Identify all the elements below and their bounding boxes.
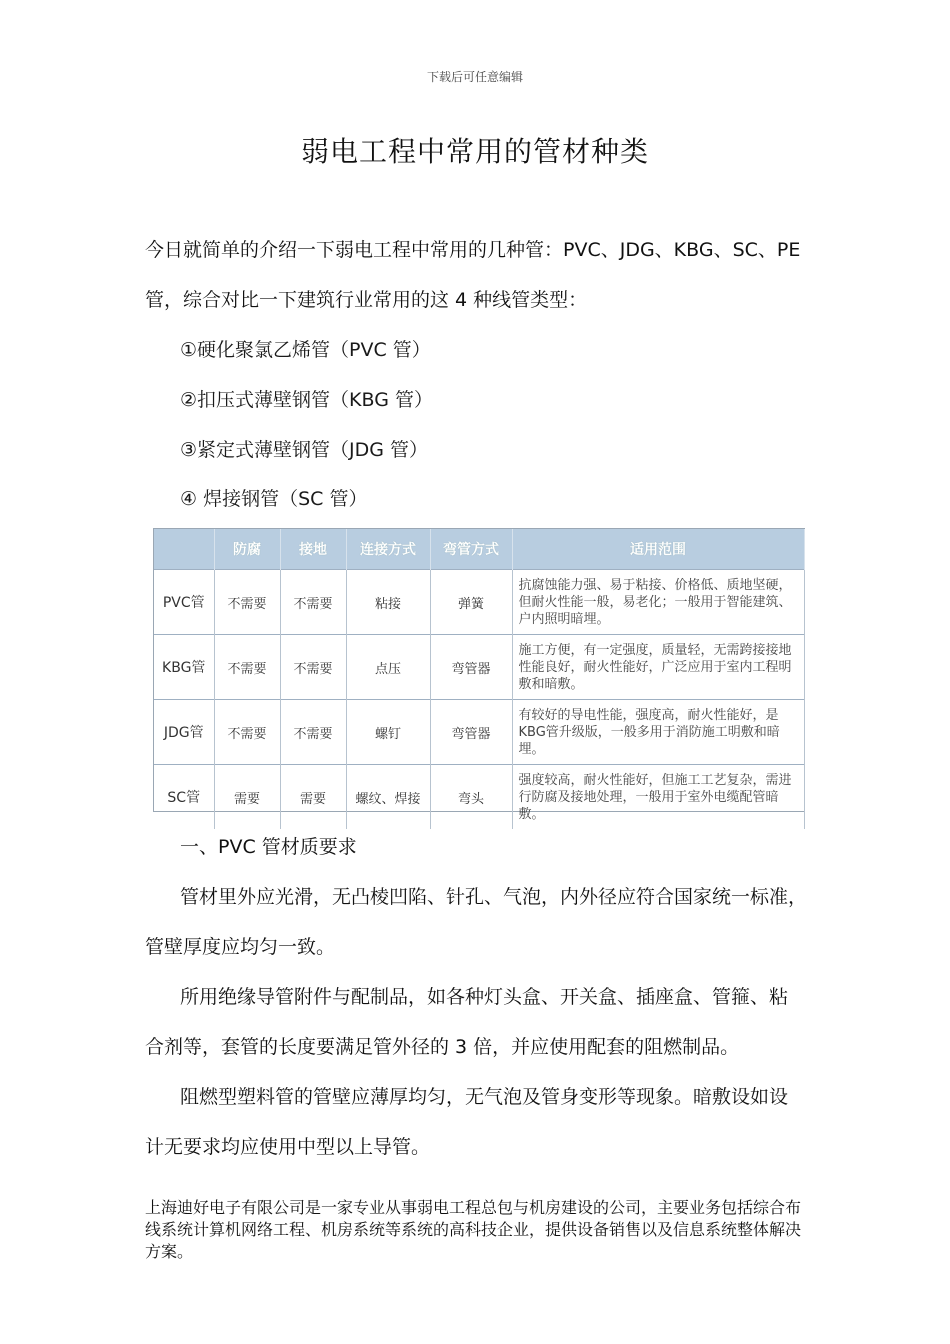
table-cell: 弯管器 xyxy=(430,700,512,765)
paragraph-line: 计无要求均应使用中型以上导管。 xyxy=(145,1136,431,1158)
table-cell: 不需要 xyxy=(214,570,280,635)
table-header-cell: 连接方式 xyxy=(346,529,430,570)
paragraph-line: 所用绝缘导管附件与配制品，如各种灯头盒、开关盒、插座盒、管箍、粘 xyxy=(180,986,789,1008)
table-cell-scope: 抗腐蚀能力强、易于粘接、价格低、质地坚硬，但耐火性能一般，易老化；一般用于智能建筑、户内照明暗埋。 xyxy=(512,570,804,635)
table-cell: 不需要 xyxy=(280,635,346,700)
table-cell: 需要 xyxy=(214,765,280,830)
table-row xyxy=(154,700,804,765)
table-cell-name: SC管 xyxy=(154,765,214,830)
table-cell: 不需要 xyxy=(214,635,280,700)
table-row xyxy=(154,635,804,700)
paragraph-line: 管材里外应光滑，无凸棱凹陷、针孔、气泡，内外径应符合国家统一标准， xyxy=(180,886,808,908)
table-cell-name: JDG管 xyxy=(154,700,214,765)
table-cell: 弹簧 xyxy=(430,570,512,635)
paragraph-line: 管壁厚度应均匀一致。 xyxy=(145,936,336,958)
table-cell-scope: 有较好的导电性能，强度高，耐火性能好，是KBG管升级版，一般多用于消防施工明敷和暗埋。 xyxy=(512,700,804,765)
section-heading-pvc: 一、PVC 管材质要求 xyxy=(180,836,357,858)
table-header-cell: 接地 xyxy=(280,529,346,570)
header-note: 下载后可任意编辑 xyxy=(426,70,523,84)
table-cell: 螺纹、焊接 xyxy=(346,765,430,830)
table-cell: 粘接 xyxy=(346,570,430,635)
table-cell: 需要 xyxy=(280,765,346,830)
table-header-cell: 弯管方式 xyxy=(430,529,512,570)
intro-line-2: 管，综合对比一下建筑行业常用的这 4 种线管类型： xyxy=(145,289,588,311)
list-item-pvc: ①硬化聚氯乙烯管（PVC 管） xyxy=(180,339,431,361)
table-header-cell: 适用范围 xyxy=(512,529,804,570)
paragraph-line: 合剂等，套管的长度要满足管外径的 3 倍，并应使用配套的阻燃制品。 xyxy=(145,1036,740,1058)
table-cell: 不需要 xyxy=(280,700,346,765)
table-cell: 弯管器 xyxy=(430,635,512,700)
table-cell-name: PVC管 xyxy=(154,570,214,635)
table-header-cell: 防腐 xyxy=(214,529,280,570)
table-header-cell xyxy=(154,529,214,570)
table-cell: 不需要 xyxy=(280,570,346,635)
intro-line-1: 今日就简单的介绍一下弱电工程中常用的几种管：PVC、JDG、KBG、SC、PE xyxy=(145,239,801,261)
table-cell: 弯头 xyxy=(430,765,512,830)
list-item-jdg: ③紧定式薄壁钢管（JDG 管） xyxy=(180,439,429,461)
table-row xyxy=(154,765,804,830)
list-item-sc: ④ 焊接钢管（SC 管） xyxy=(180,488,368,510)
table-cell-name: KBG管 xyxy=(154,635,214,700)
page-title: 弱电工程中常用的管材种类 xyxy=(300,135,649,168)
table-cell: 不需要 xyxy=(214,700,280,765)
pipe-comparison-table xyxy=(153,528,805,822)
paragraph-line: 阻燃型塑料管的管壁应薄厚均匀，无气泡及管身变形等现象。暗敷设如设 xyxy=(180,1086,789,1108)
table-row xyxy=(154,570,804,635)
table-cell: 螺钉 xyxy=(346,700,430,765)
table-cell: 点压 xyxy=(346,635,430,700)
table-cell-scope: 强度较高，耐火性能好，但施工工艺复杂，需进行防腐及接地处理，一般用于室外电缆配管暗敷。 xyxy=(512,765,804,830)
table-header-row xyxy=(154,529,804,570)
list-item-kbg: ②扣压式薄壁钢管（KBG 管） xyxy=(180,389,433,411)
table-cell-scope: 施工方便，有一定强度，质量轻，无需跨接接地性能良好，耐火性能好，广泛应用于室内工程明敷和暗敷。 xyxy=(512,635,804,700)
company-footer: 上海迪好电子有限公司是一家专业从事弱电工程总包与机房建设的公司，主要业务包括综合布线系统计算机网络工程、机房系统等系统的高科技企业，提供设备销售以及信息系统整体解决方案。 xyxy=(145,1198,802,1261)
